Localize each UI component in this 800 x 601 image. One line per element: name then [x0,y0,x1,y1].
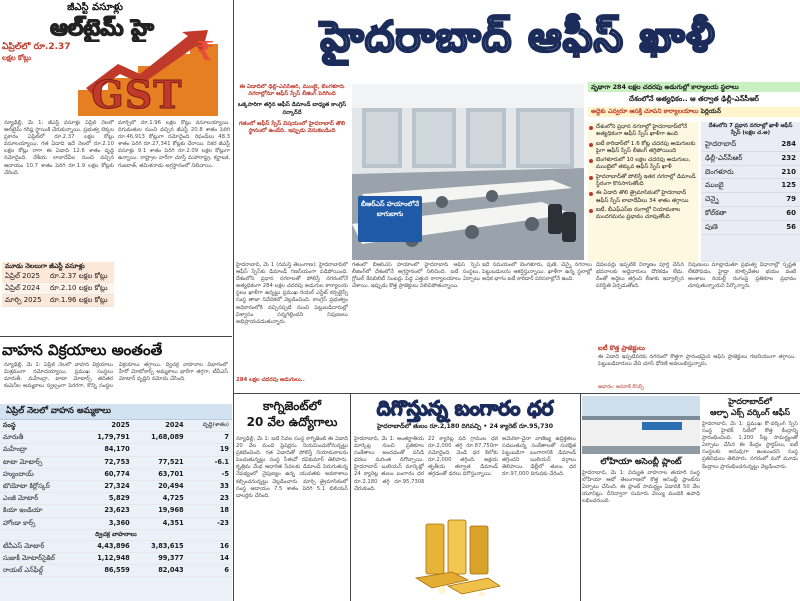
table-row: టీవీఎస్ మోటార్ 4,43,896 3,83,615 16 [0,540,232,552]
alp-headline-1: హైదరాబాద్‌లో [728,397,772,406]
divider [0,336,232,337]
office-body-b: గతంలో బీఆర్ఎస్ హయాంలో హైదరాబాద్ ఆఫీస్ స్పేస్ లీజింగ్‌లో దేశంలోనే అగ్రస్థానంలో నిలిచింది. ఐటీ సంస్థలు, గ్లోబల్ కేపబిలిటీ సెంటర్లు పెద్ద ఎత్తున కార్యాలయాలు ఏర్పాటు చేశాయి. ఇప్పుడు కొత్త ప్రాజెక్టులు నిలిచిపోతున్నాయి. [352,262,480,290]
glp-section [582,396,700,601]
table-row: టాటా మోటార్స్ 72,753 77,521 -6.1 [0,456,232,468]
office-leads [236,84,348,284]
cities-table [701,122,800,262]
table-row: ఎంజీ మోటార్ 5,829 4,725 23 [0,493,232,505]
table-row: హైదరాబాద్ 284 [701,138,800,151]
gold-headline: దిగొస్తున్న బంగారం ధర [376,396,554,420]
office-photo [352,84,584,260]
office-deck-highlight: వృథాగా 284 లక్షల చదరపు అడుగుల్లో కార్యాలయ స్థలాలు [588,82,800,92]
table-row: పుణె 56 [701,220,800,234]
gst-section [0,0,232,335]
alp-section [702,396,798,601]
list-item: దేశంలోని ప్రధాన నగరాల్లో హైదరాబాద్‌లోనే అత్యధికంగా ఆఫీస్ స్పేస్ ఖాళీగా ఉంది [588,124,698,139]
cognizant-headline-1: కాగ్నిజెంట్‌లో [263,399,321,413]
vehicles-body: న్యూఢిల్లీ, మే 1: ఏప్రిల్ నెలలో వాహన విక్రయాలు మిశ్రమంగా నమోదయ్యాయి. ప్రముఖ సంస్థలు మారుతీ, మహీంద్రా, టాటా మోటార్స్ తదితర కంపెనీల అమ్మకాలు స్వల్పంగా పెరగగా, కొన్ని సంస్థల విక్రయాలు తగ్గాయి. ద్విచక్ర వాహనాల విభాగంలో హీరో మోటోకార్ప్ అమ్మకాలు భారీగా తగ్గగా, టీవీఎస్ మోటార్ వృద్ధిని నమోదు చేసింది. [4,362,228,390]
gold-rate-line: హైదరాబాద్‌లో తులం రూ.2,180 దిగివచ్చి • 24 క్యారెట్ రూ.95,730 [376,423,554,430]
gold-body-3: అమెరికా-చైనా వాణిజ్య ఉద్రిక్తతలు సడలుతున్న సంకేతాలతో సురక్షిత పెట్టుబడిగా బంగారానికి డిమాండ్ తగ్గిందని బులియన్ వర్గాలు తెలిపాయి. ఢిల్లీలో తులం ధర రూ.97,000 దిగువకు చేరింది. [502,436,576,478]
vehicles-table-body [0,420,232,577]
office-deck-3: అద్దెకు ఎవ్వరూ ఆసక్తి చూపని కార్యాలయాలు [591,108,699,115]
office-body-a: హైదరాబాద్, మే 1 (నమస్తే తెలంగాణ): హైదరాబాద్‌లో ఆఫీస్ స్పేస్‌కు డిమాండ్ గణనీయంగా పడిపోయింది. దేశంలోని ప్రధాన నగరాలతో పోలిస్తే నగరంలోనే అత్యధికంగా 284 లక్షల చదరపు అడుగుల కార్యాలయ స్థలం ఖాళీగా ఉన్నట్టు ప్రముఖ రియల్ ఎస్టేట్ కన్సల్టెన్సీ సంస్థ తాజా నివేదికలో వెల్లడించింది. కాంగ్రెస్ ప్రభుత్వం అధికారంలోకి వచ్చినప్పటి నుంచి పెట్టుబడిదారుల్లో విశ్వాసం సన్నగిల్లిందని నిపుణులు అభిప్రాయపడుతున్నారు. [236,262,348,325]
divider [233,0,234,601]
table-row: ఏప్రిల్ 2025 రూ.2.37 లక్షల కోట్లు [2,271,114,283]
cognizant-kicker: 284 లక్షల చదరపు అడుగులు.. [236,377,305,383]
office-body-c: ఇదే సమయంలో బెంగళూరు, పుణె, చెన్నై నగరాలు పెట్టుబడులను ఆకర్షిస్తున్నాయి. ఖాళీగా ఉన్న స్థలాల్లో అధిక భాగం ఐటీ కారిడార్ పరిసరాల్లోనే ఉంది. [482,262,592,283]
table-row: ఏప్రిల్ 2024 రూ.2.10 లక్షల కోట్లు [2,283,114,295]
gst-logo: GST [91,74,183,116]
table-header: సంస్థ 2025 2024 వృద్ధి(శాతం) [0,420,232,432]
gold-body-1: హైదరాబాద్, మే 1: అంతర్జాతీయ మార్కెట్ల నుంచి ప్రతికూల సంకేతాలు అందడంతో పసిడి ధరలు మరింత దిగొచ్చాయి. హైదరాబాద్ బులియన్ మార్కెట్లో 24 క్యారెట్ల తులం బంగారం ధర రూ.2,180 తగ్గి రూ.95,730కి చేరుకుంది. [354,436,424,492]
cities-table-title: దేశంలోని 7 ప్రధాన నగరాల్లో ఖాళీ ఆఫీస్ స్పేస్ (లక్షల చ.అ) [708,123,793,136]
table-row: చెన్నై 79 [701,193,800,207]
table-row: టొయోటా కిర్లోస్కర్ 27,324 20,494 33 [0,481,232,493]
table-row: కోల్‌కతా 60 [701,206,800,220]
office-bullets [588,122,698,262]
table-row: బెంగళూరు 210 [701,165,800,179]
office-lead-3: గతంలో ఆఫీస్ స్పేస్ విషయంలో హైదరాబాద్ తొలి స్థానంలో ఉండేది. ఇప్పుడు వెనుకబడింది [238,120,346,135]
office-body-f: ఈ ఏడాది ఇప్పటివరకు నగరంలో కొత్తగా ప్రారంభమైన ఆఫీస్ ప్రాజెక్టులు గణనీయంగా తగ్గాయి. పెట్టుబడిదారులు వేచి చూసే ధోరణి అవలంబిస్తున్నారు. [598,354,796,368]
gst-headline: ఆల్‌టైమ్ హై [50,15,154,41]
glp-body: హైదరాబాద్, మే 1: విద్యుత్ వాహనాల తయారీ సంస్థ లోహియా ఆటో తెలంగాణలో కొత్త అసెంబ్లీ ప్లాంట్‌ను ఏర్పాటు చేసింది. ఈ ప్లాంట్ సామర్థ్యం ఏడాదికి 50 వేల యూనిట్లు. దీనిద్వారా సుమారు వెయ్యి మందికి ఉపాధి లభించనుంది. [582,470,700,505]
office-lead-2: ఒక్కసారిగా తగ్గిన ఆఫీస్ డిమాండ్ బాధ్యత కాంగ్రెస్ సర్కార్‌దే [238,102,346,116]
gold-bar-icon [412,516,502,598]
office-deck-3-row [588,107,800,117]
alp-body: హైదరాబాద్, మే 1: ప్రముఖ కో-వర్కింగ్ స్పేస్ సంస్థ హైటెక్ సిటీలో కొత్త కేంద్రాన్ని ప్రారంభించింది. 1,200 సీట్ల సామర్థ్యంతో ఏర్పాటు చేసిన ఈ కేంద్రం స్టార్టప్‌లు, ఐటీ సంస్థలకు అనువుగా ఉంటుందని సంస్థ ప్రతినిధులు తెలిపారు. నగరంలో మరో మూడు కేంద్రాలు ప్రారంభించనున్నట్టు వెల్లడించారు. [702,421,798,470]
list-item: ఈ ఏడాది తొలి త్రైమాసికంలో హైదరాబాద్ ఆఫీస్ స్పేస్ లావాదేవీలు 34 శాతం తగ్గాయి [588,190,698,205]
gst-table [2,262,114,332]
gst-table-title: మూడు నెలలుగా జీఎస్టీ వసూళ్లు [2,262,114,271]
divider [350,394,351,601]
list-item: బెంగళూరులో 10 లక్షల చదరపు అడుగులు, ముంబైలో తక్కువ ఆఫీస్ స్పేస్ ఖాళీ [588,157,698,172]
gst-unit-line: లక్షల కోట్లు [2,54,32,62]
office-headline: హైదరాబాద్ ఆఫీస్ ఖాళీ [320,12,716,61]
gold-section [352,394,578,601]
cognizant-section [236,376,348,601]
gst-body-col2: మార్చిలో రూ.1.96 లక్షల కోట్లు వసూలయ్యాయి. దిగుమతుల నుంచి వచ్చిన జీఎస్టీ 20.8 శాతం పెరిగి రూ.46,913 కోట్లుగా నమోదైంది. రిఫండ్‌లు 48.3 శాతం పెరిగి రూ.27,341 కోట్లకు చేరాయి. నికర జీఎస్టీ వసూళ్లు 9.1 శాతం పెరిగి రూ.2.09 లక్షల కోట్లుగా ఉన్నాయి. రాష్ట్రాల వారీగా చూస్తే మహారాష్ట్ర, కర్ణాటక, గుజరాత్, తమిళనాడు అగ్రస్థానంలో నిలిచాయి. [118,120,230,169]
office-body-e: నిపుణులు మాట్లాడుతూ ప్రభుత్వ విధానాల్లో స్పష్టత లేకపోవడం, హైడ్రా కూల్చివేతల భయం వంటి అంశాలు రియల్టీ రంగంపై ప్రతికూల ప్రభావం చూపుతున్నాయని పేర్కొన్నారు. [688,262,796,290]
office-subhead: ఐటీ కొత్త ప్రాజెక్టులు [598,344,645,352]
cognizant-body: న్యూఢిల్లీ, మే 1: ఐటీ సేవల సంస్థ కాగ్నిజెంట్ ఈ ఏడాది 20 వేల మంది ఫ్రెషర్లను నియమించుకోనున్నట్టు ప్రకటించింది. గత ఏడాదితో పోలిస్తే నియామకాలను పెంచుతున్నట్టు సంస్థ సీఈవో రవికుమార్ తెలిపారు. కృత్రిమ మేధ ఆధారిత సేవలకు డిమాండ్ పెరుగుతున్న నేపథ్యంలో నైపుణ్యం ఉన్న యువతకు అవకాశాలు కల్పించనున్నట్టు వెల్లడించారు. మార్చి త్రైమాసికంలో సంస్థ ఆదాయం 7.5 శాతం పెరిగి 5.1 బిలియన్ డాలర్లకు చేరింది. [236,436,348,499]
table-row: ముంబై 125 [701,179,800,193]
cities-table-body [701,138,800,235]
vehicles-table [0,404,232,601]
office-deck-3-tag: పెర్లియన్ [700,108,721,115]
table-row: కియా ఇండియా 23,623 19,968 18 [0,505,232,517]
glp-headline: లోహియా అసెంబ్లీ ప్లాంట్ [600,457,682,467]
table-row: హ్యుందాయ్ 60,774 63,701 -5 [0,468,232,480]
office-deck-2: దేశంలోనే అత్యధికం.. ఆ తర్వాత ఢిల్లీ-ఎన్‌సీఆర్ [629,95,759,103]
table-subhead: ద్విచక్ర వాహనాలు [0,529,232,540]
svg-text:₹: ₹ [196,37,215,67]
table-row: మార్చి 2025 రూ.1.96 లక్షల కోట్లు [2,295,114,307]
table-row: మహీంద్రా 84,170 19 [0,444,232,456]
cognizant-headline-2: 20 వేల ఉద్యోగాలు [246,415,338,429]
list-item: హైదరాబాద్‌తో పోలిస్తే ఇతర నగరాల్లో డిమాండ్ స్థిరంగా కొనసాగుతోంది [588,174,698,189]
gold-bars-image [412,516,502,598]
table-row: రాయల్ ఎన్‌ఫీల్డ్ 86,559 82,043 6 [0,565,232,577]
office-photo-badge: బీఆర్ఎస్ హయాంలోనే బాగుబాగు [358,196,422,242]
gold-body-2: 22 క్యారెట్ల పది గ్రాముల ధర రూ.2,000 తగ్గి రూ.87,750గా నమోదైంది. వెండి ధర కిలోకు రూ.2,000 తగ్గింది. అక్షయ తృతీయ తర్వాత డిమాండ్ తగ్గడంతో ధరలు దిగొస్తున్నాయి. [428,436,498,478]
table-row: ఢిల్లీ-ఎన్‌సీఆర్ 232 [701,151,800,165]
vehicles-table-title: ఏప్రిల్ నెలలో వాహన అమ్మకాలు [0,404,232,420]
gst-table-body [2,271,114,307]
table-row: హోండా కార్స్ 3,360 4,351 -23 [0,517,232,529]
list-item: ఐటీ కారిడార్‌లో 1.6 కోట్ల చదరపు అడుగులకు పైగా ఆఫీస్ స్పేస్ లీజింగ్ తగ్గిపోయింది [588,141,698,156]
office-deck [588,82,800,262]
glp-photo [582,396,700,454]
alp-headline-2: ఆల్ఫా ఎక్స్ వర్కింగ్ ఆఫీస్ [709,408,791,417]
office-source: ఆధారం: అనరాక్ రీసెర్చ్ [598,384,644,390]
gst-body-col1: న్యూఢిల్లీ, మే 1: జీఎస్టీ వసూళ్లు ఏప్రిల్ నెలలో ఆల్‌టైమ్ గరిష్ఠ స్థాయికి చేరుకున్నాయి. ప్రభుత్వ లెక్కల ప్రకారం ఏప్రిల్‌లో రూ.2.37 లక్షల కోట్లు వసూలయ్యాయి. గత ఏడాది ఇదే నెలలో రూ.2.10 లక్షల కోట్లు రాగా ఈ ఏడాది 12.6 శాతం వృద్ధి నమోదైంది. దేశీయ లావాదేవీల నుంచి వచ్చిన ఆదాయం 10.7 శాతం పెరిగి రూ.1.9 లక్షల కోట్లకు చేరింది. [4,120,114,176]
table-row: మారుతీ 1,79,791 1,68,089 7 [0,432,232,444]
vehicles-section [0,338,232,601]
gst-kicker: జీఎస్టీ వసూళ్లు [67,2,123,13]
gst-month-line: ఏప్రిల్‌లో రూ.2.37 [2,42,71,52]
list-item: ఐటీ, బీఎఫ్ఎస్ఐ రంగాల్లో నియామకాల మందగమనం ప్రభావం చూపుతోంది [588,207,698,222]
office-lead-1: ఈ ఏడాదిలో ఢిల్లీ-ఎన్‌సీఆర్, ముంబై, బెంగళూరు నగరాల్లోనూ ఆఫీస్ స్పేస్ లీజింగ్ పెరిగింది [239,84,345,98]
office-body-d: డెవలపర్లు ఇప్పటికే నిర్మాణం పూర్తి చేసిన భవనాలకు అద్దెదారులు దొరకడం లేదు. దీంతో అద్దెలు తగ్గించి లీజుకు ఇవ్వాల్సిన పరిస్థితి ఏర్పడుతోంది. [596,262,684,290]
vehicles-headline: వాహన విక్రయాలు అంతంతే [2,341,163,359]
table-row: సుజుకీ మోటార్‌సైకిల్ 1,12,948 99,377 14 [0,553,232,565]
gst-graphic [78,30,218,116]
divider [580,394,581,601]
factory-image [582,396,700,454]
